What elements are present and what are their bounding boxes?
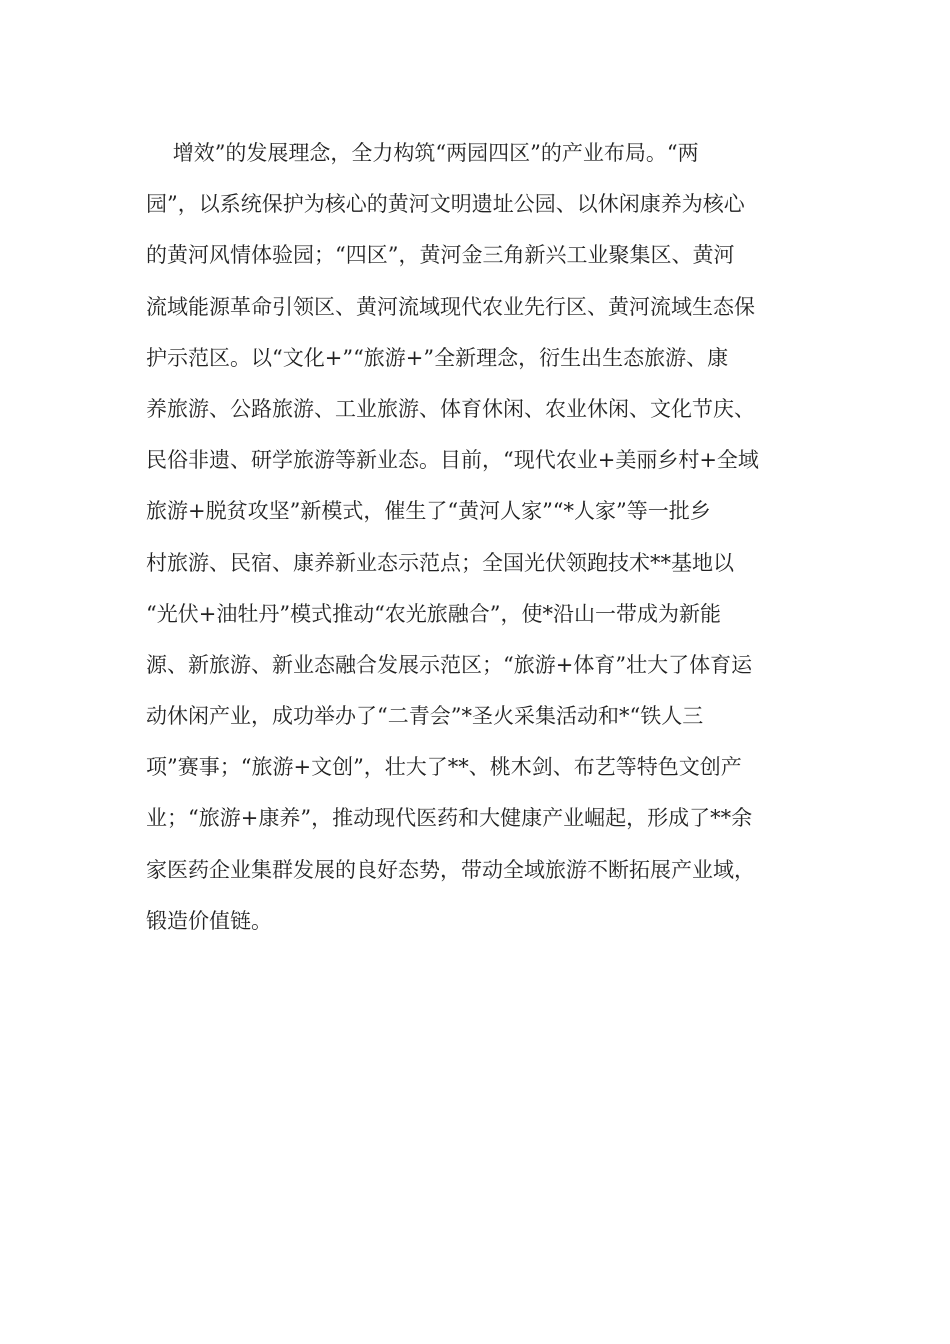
text-line: 业；“旅游+康养”，推动现代医药和大健康产业崛起，形成了**余 [146,806,753,831]
text-line: “光伏+油牡丹”模式推动“农光旅融合”，使*沿山一带成为新能 [146,601,722,626]
text-line: 增效”的发展理念，全力构筑“两园四区”的产业布局。“两 [146,141,699,165]
text-line: 的黄河风情体验园；“四区”，黄河金三角新兴工业聚集区、黄河 [146,243,735,268]
text-line: 锻造价值链。 [146,908,272,933]
text-line: 项”赛事；“旅游+文创”，壮大了**、桃木剑、布艺等特色文创产 [146,755,742,780]
text-line: 动休闲产业，成功举办了“二青会”*圣火采集活动和*“铁人三 [146,704,704,729]
text-line: 园”，以系统保护为核心的黄河文明遗址公园、以休闲康养为核心 [146,192,745,217]
text-line: 流域能源革命引领区、黄河流域现代农业先行区、黄河流域生态保 [146,294,755,319]
text-line: 家医药企业集群发展的良好态势，带动全域旅游不断拓展产业域， [146,857,755,882]
body-paragraph [146,128,806,947]
text-line: 村旅游、民宿、康养新业态示范点；全国光伏领跑技术**基地以 [146,550,734,575]
text-line: 养旅游、公路旅游、工业旅游、体育休闲、农业休闲、文化节庆、 [146,396,755,421]
text-line: 旅游+脱贫攻坚”新模式，催生了“黄河人家”“*人家”等一批乡 [146,499,711,524]
text-line: 护示范区。以“文化+”“旅游+”全新理念，衍生出生态旅游、康 [146,345,729,370]
text-line: 源、新旅游、新业态融合发展示范区；“旅游+体育”壮大了体育运 [146,652,753,677]
text-line: 民俗非遗、研学旅游等新业态。目前，“现代农业+美丽乡村+全域 [146,448,759,473]
